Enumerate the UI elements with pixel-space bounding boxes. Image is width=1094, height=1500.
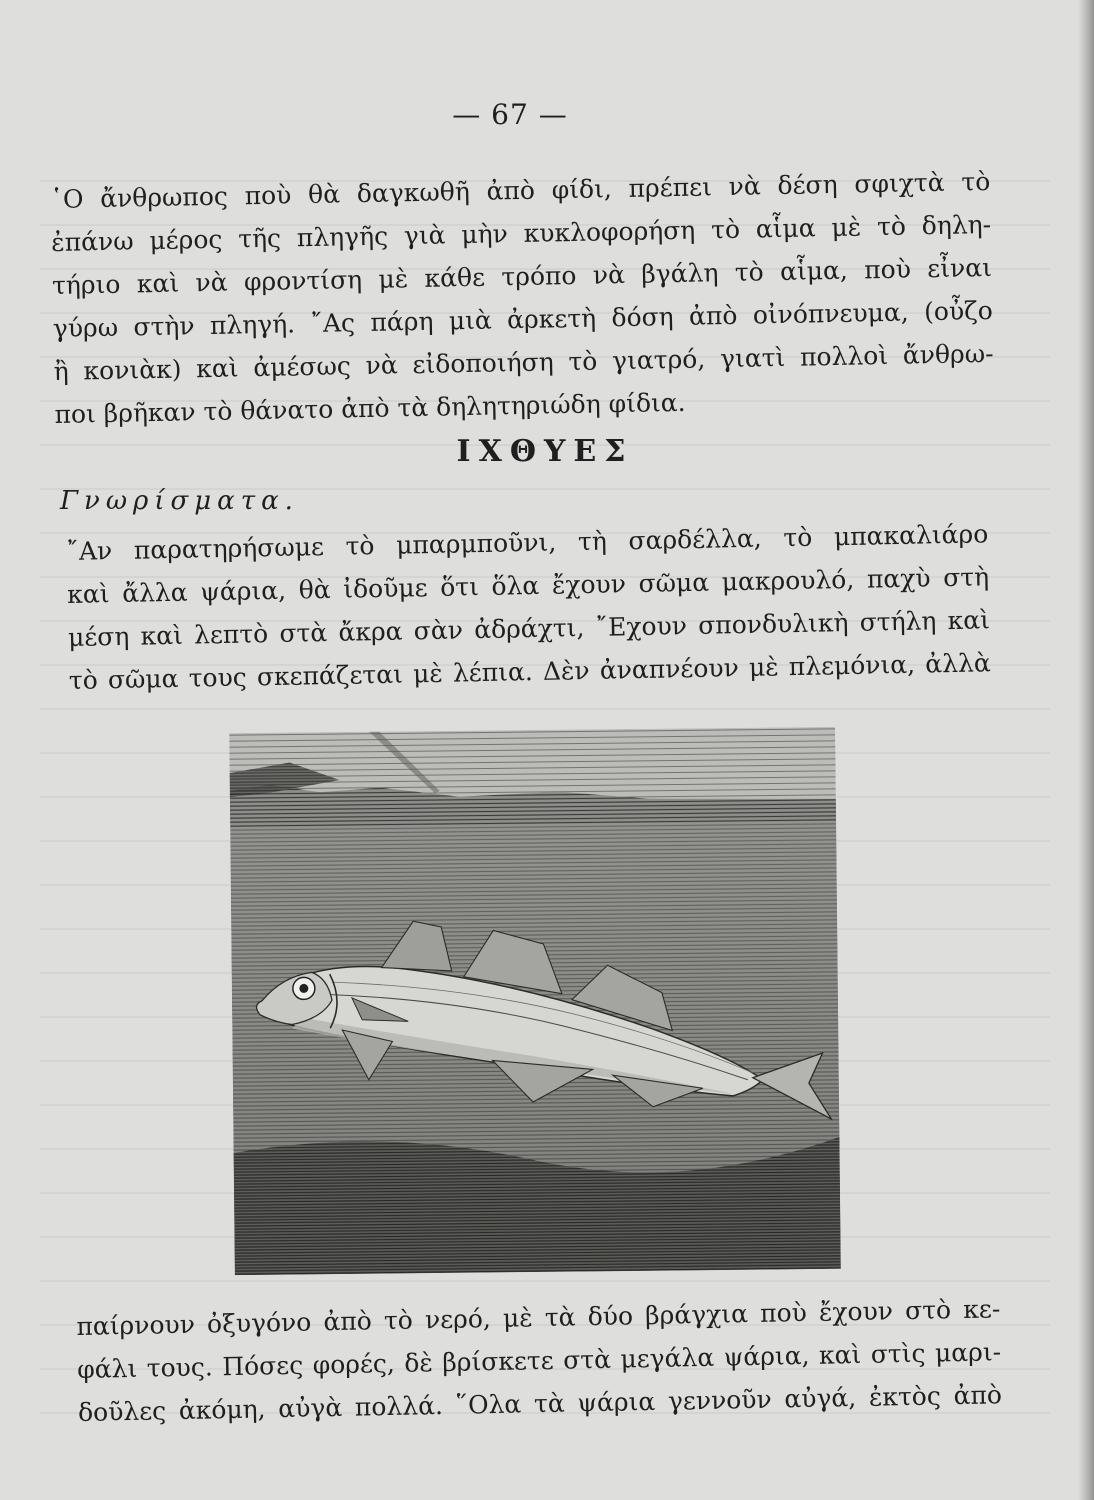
text-line: καὶ ἄλλα ψάρια, θὰ ἰδοῦμε ὅτι ὅλα ἔχουν σῶμα μακρουλό, παχὺ στὴ xyxy=(66,562,990,609)
spine-shadow xyxy=(1078,0,1094,1500)
page-number: — 67 — xyxy=(452,98,568,131)
text-line: μέση καὶ λεπτὸ στὰ ἄκρα σὰν ἀδράχτι, ῎Εχουν σπονδυλικὴ στήλη καὶ xyxy=(67,605,991,652)
text-line: τήριο καὶ νὰ φροντίση μὲ κάθε τρόπο νὰ βγάλη τὸ αἷμα, ποὺ εἶναι xyxy=(51,252,993,300)
subsection-heading: Γνωρίσματα. xyxy=(60,486,299,516)
text-line: τὸ σῶμα τους σκεπάζεται μὲ λέπια. Δὲν ἀναπνέουν μὲ πλεμόνια, ἀλλὰ xyxy=(68,648,991,695)
fish-engraving-icon xyxy=(229,727,841,1275)
text-line: ῾Ο ἄνθρωπος ποὺ θὰ δαγκωθῆ ἀπὸ φίδι, πρέπει νὰ δέση σφιχτὰ τὸ xyxy=(50,166,991,214)
text-line: παίρνουν ὀξυγόνο ἀπὸ τὸ νερό, μὲ τὰ δύο βράγχια ποὺ ἔχουν στὸ κε- xyxy=(76,1294,1001,1341)
text-line: ῎Αν παρατηρήσωμε τὸ μπαρμποῦνι, τὴ σαρδέλλα, τὸ μπακαλιάρο xyxy=(66,519,989,566)
section-heading: ΙΧΘΥΕΣ xyxy=(456,434,634,469)
text-line: δοῦλες ἀκόμη, αὐγὰ πολλά. ῞Ολα τὰ ψάρια γεννοῦν αὐγά, ἐκτὸς ἀπὸ xyxy=(77,1380,1003,1427)
paragraph-characteristics xyxy=(66,512,991,702)
text-line: γύρω στὴν πληγή. ῎Ας πάρη μιὰ ἀρκετὴ δόση ἀπὸ οἰνόπνευμα, (οὖζο xyxy=(52,295,993,343)
text-line: ποι βρῆκαν τὸ θάνατο ἀπὸ τὰ δηλητηριώδη φίδια. xyxy=(54,387,686,429)
text-line: ἐπάνω μέρος τῆς πληγῆς γιὰ μὴν κυκλοφορήση τὸ αἷμα μὲ τὸ δηλη- xyxy=(50,209,992,257)
paragraph-snakebite xyxy=(50,160,995,436)
text-line: ἢ κονιὰκ) καὶ ἀμέσως νὰ εἰδοποιήση τὸ γιατρό, γιατὶ πολλοὶ ἄνθρω- xyxy=(53,338,994,386)
text-line: φάλι τους. Πόσες φορές, δὲ βρίσκετε στὰ μεγάλα ψάρια, καὶ στὶς μαρι- xyxy=(76,1337,1002,1384)
paragraph-gills xyxy=(76,1287,1002,1434)
fish-illustration xyxy=(229,727,841,1275)
